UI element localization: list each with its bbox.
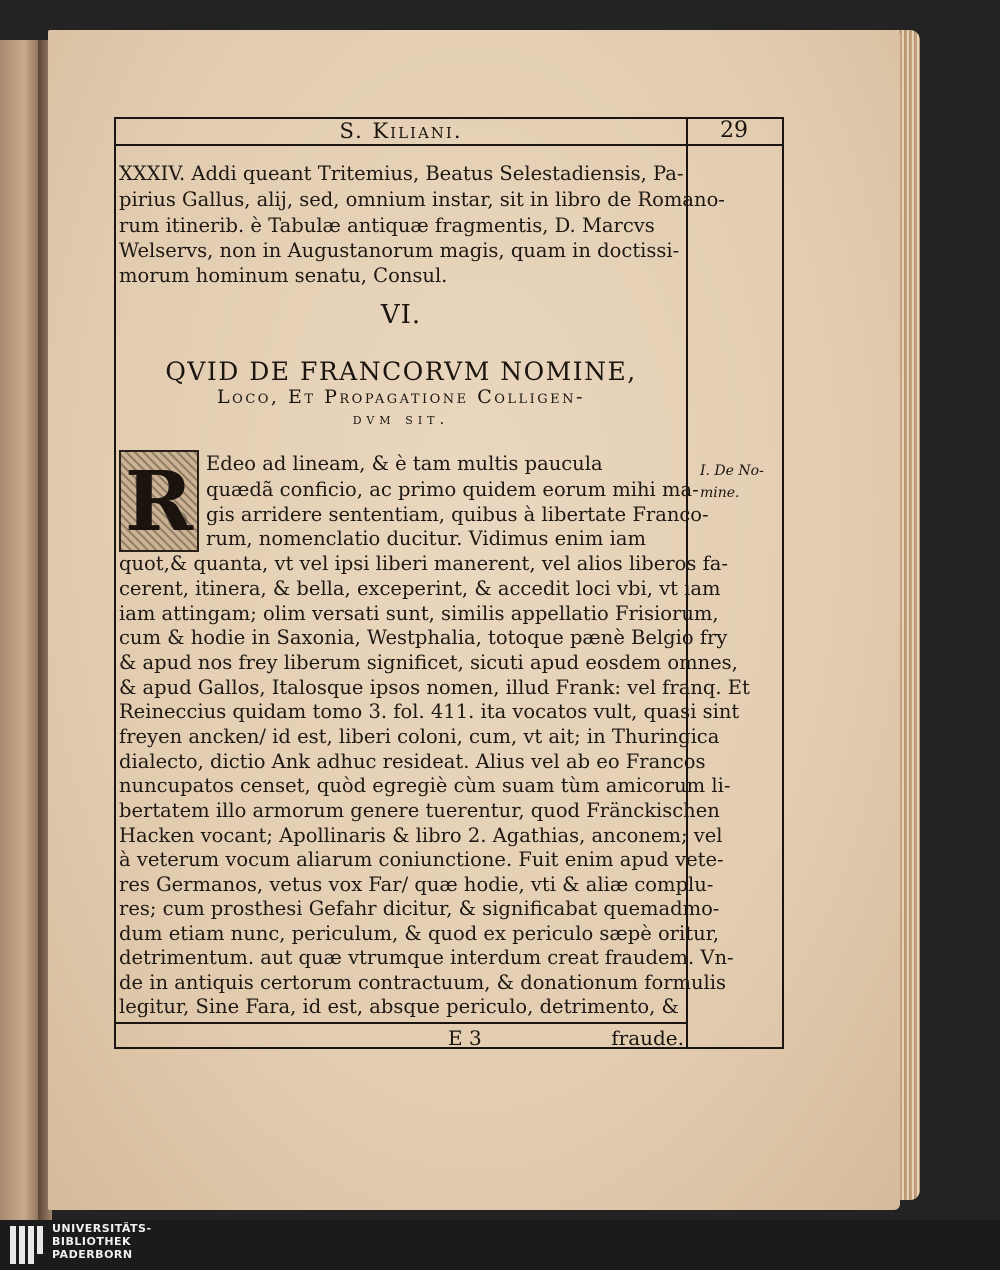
library-name-line: PADERBORN bbox=[52, 1248, 133, 1261]
initial-letter: R bbox=[124, 454, 194, 550]
chapter-heading: QVID DE FRANCORVM NOMINE, bbox=[165, 357, 637, 386]
text-line: pirius Gallus, alij, sed, omnium instar, sit in libro de Romano- bbox=[119, 188, 725, 211]
text-line: Edeo ad lineam, & è tam multis paucula bbox=[206, 452, 603, 475]
marginal-note bbox=[700, 460, 780, 504]
text-line: iam attingam; olim versati sunt, similis appellatio Frisiorum, bbox=[119, 602, 719, 625]
margin-header-rule bbox=[686, 144, 784, 146]
text-line: rum itinerib. è Tabulæ antiquæ fragmentis, D. Marcvs bbox=[119, 214, 655, 237]
text-line: detrimentum. aut quæ vtrumque interdum creat fraudem. Vn- bbox=[119, 946, 734, 969]
text-line: & apud nos frey liberum significet, sicuti apud eosdem omnes, bbox=[119, 651, 738, 674]
text-line: XXXIV. Addi queant Tritemius, Beatus Selestadiensis, Pa- bbox=[119, 162, 684, 185]
text-line: quædã conficio, ac primo quidem eorum mihi ma- bbox=[206, 478, 699, 501]
text-line: freyen ancken/ id est, liberi coloni, cum, vt ait; in Thuringica bbox=[119, 725, 720, 748]
text-line: & apud Gallos, Italosque ipsos nomen, illud Frank: vel franq. Et bbox=[119, 676, 750, 699]
text-line: cum & hodie in Saxonia, Westphalia, totoque pænè Belgio fry bbox=[119, 626, 728, 649]
chapter-subheading: Loco, Et Propagatione Colligen- bbox=[217, 386, 585, 408]
library-name-line: UNIVERSITÄTS- bbox=[52, 1222, 152, 1235]
text-line: dum etiam nunc, periculum, & quod ex periculo sæpè oritur, bbox=[119, 922, 720, 945]
chapter-subheading-end: dvm sit. bbox=[352, 410, 450, 428]
text-line: à veterum vocum aliarum coniunctione. Fuit enim apud vete- bbox=[119, 848, 724, 871]
marginal-note-line: I. De No- bbox=[700, 463, 764, 479]
footer-rule bbox=[114, 1022, 686, 1024]
library-logo-icon bbox=[10, 1222, 46, 1266]
text-line: res Germanos, vetus vox Far/ quæ hodie, vti & aliæ complu- bbox=[119, 873, 714, 896]
text-line: gis arridere sententiam, quibus à libertate Franco- bbox=[206, 503, 709, 526]
text-line: morum hominum senatu, Consul. bbox=[119, 264, 448, 287]
text-line: cerent, itinera, & bella, exceperint, & accedit loci vbi, vt iam bbox=[119, 577, 721, 600]
catchword: fraude. bbox=[611, 1026, 684, 1050]
text-line: bertatem illo armorum genere tuerentur, quod Fränckischen bbox=[119, 799, 720, 822]
decorated-initial bbox=[119, 450, 199, 552]
text-line: de in antiquis certorum contractuum, & donationum formulis bbox=[119, 971, 727, 994]
text-line: Hacken vocant; Apollinaris & libro 2. Agathias, anconem; vel bbox=[119, 824, 723, 847]
text-line: dialecto, dictio Ank adhuc resideat. Alius vel ab eo Francos bbox=[119, 750, 706, 773]
text-line: Welservs, non in Augustanorum magis, quam in doctissi- bbox=[119, 239, 680, 262]
text-line: nuncupatos censet, quòd egregiè cùm suam tùm amicorum li- bbox=[119, 774, 731, 797]
section-number: VI. bbox=[380, 300, 422, 330]
marginal-note-line: mine. bbox=[700, 485, 740, 501]
text-line: res; cum prosthesi Gefahr dicitur, & significabat quemadmo- bbox=[119, 897, 720, 920]
page-number: 29 bbox=[720, 118, 748, 143]
library-name bbox=[52, 1222, 152, 1261]
running-head: S. Kiliani. bbox=[339, 119, 463, 143]
text-line: legitur, Sine Fara, id est, absque periculo, detrimento, & bbox=[119, 995, 679, 1018]
left-page-edge bbox=[0, 40, 40, 1220]
header-rule bbox=[114, 144, 686, 146]
text-line: Reineccius quidam tomo 3. fol. 411. ita vocatos vult, quasi sint bbox=[119, 700, 740, 723]
text-line: rum, nomenclatio ducitur. Vidimus enim iam bbox=[206, 527, 646, 550]
text-line: quot,& quanta, vt vel ipsi liberi manerent, vel alios liberos fa- bbox=[119, 552, 729, 575]
signature-mark: E 3 bbox=[448, 1026, 482, 1050]
library-name-line: BIBLIOTHEK bbox=[52, 1235, 132, 1248]
